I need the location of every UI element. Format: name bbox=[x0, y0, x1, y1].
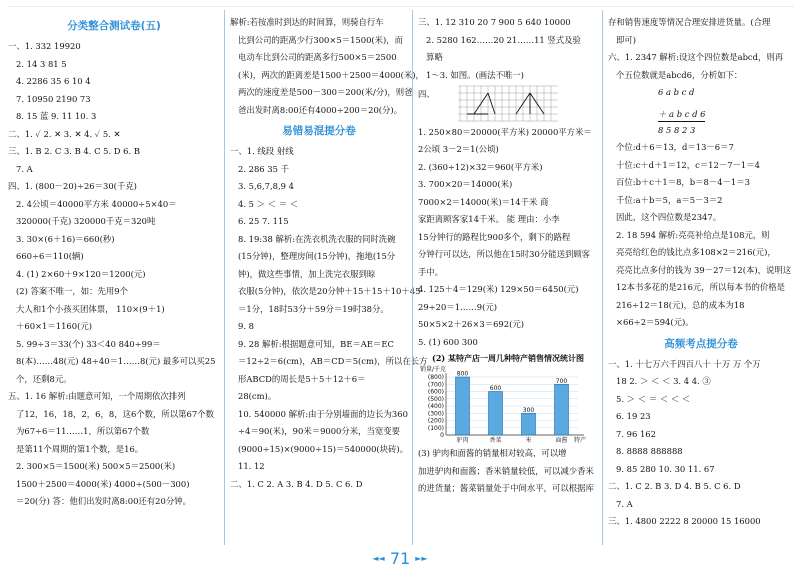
column-2-lines bbox=[230, 143, 428, 493]
answer-line: 6. 19 23 bbox=[616, 411, 651, 421]
grid-drawing-figure bbox=[458, 84, 598, 124]
answer-line: 7. 96 162 bbox=[616, 428, 656, 439]
answer-line: 4. 5 ＞ ＜ ＝ ＜ bbox=[238, 198, 299, 209]
answer-line: 分钟行可以达，所以他在15时30分能送到顾客 bbox=[418, 249, 591, 259]
chart-bar bbox=[489, 392, 503, 436]
answer-line: 7. 10950 2190 73 bbox=[16, 93, 91, 104]
answer-line: 4. 125＋4＝129(米) 129×50＝6450(元) bbox=[418, 284, 579, 294]
chart-y-tick-label: (500) bbox=[427, 395, 444, 403]
answer-line: (15分钟)，整理房间(15分钟)，拖地(15分 bbox=[238, 251, 396, 261]
answer-line: 2. 18 594 解析:亮亮补给点是108元，则 bbox=[616, 229, 770, 240]
answer-line: 四、1. (800－20)÷26＝30(千克) bbox=[8, 181, 137, 191]
answer-line: 一、1. 线段 射线 bbox=[230, 146, 294, 156]
chart-x-axis-label: 特产 bbox=[573, 437, 586, 444]
answer-line: 3. 30×(6＋16)＝660(秒) bbox=[16, 233, 115, 244]
grid-figure-svg bbox=[458, 84, 558, 124]
answer-line: 8. 8888 888888 bbox=[616, 446, 683, 456]
chart-data-label: 300 bbox=[522, 406, 535, 414]
answer-line: 9. 8 bbox=[238, 321, 254, 331]
answer-line: 2. 286 35 千 bbox=[238, 163, 289, 174]
next-arrows-icon: ►► bbox=[415, 554, 428, 563]
chart-data-label: 700 bbox=[555, 377, 568, 385]
chart-y-tick-label: (400) bbox=[427, 403, 444, 410]
answer-line: 4. 2286 35 6 10 4 bbox=[16, 76, 91, 86]
answer-line: 个五位数就是abcd6，分析如下： bbox=[616, 69, 743, 80]
answer-line: (米)，两次的距离差是1500＋2500＝4000(米)， bbox=[238, 69, 424, 80]
answer-line: 2. 4公顷＝40000平方米 40000÷5×40＝ bbox=[16, 198, 177, 209]
chart-y-tick-label: (300) bbox=[427, 410, 444, 418]
answer-line: 3. 5,6,7,8,9 4 bbox=[238, 181, 294, 191]
answer-line: 个位:d＋6＝13，d＝13－6＝7 bbox=[616, 142, 734, 152]
answer-line: (2) 答案不唯一，如：先用9个 bbox=[16, 286, 128, 296]
addition-row-2: ＋ a b c d 6 bbox=[658, 107, 705, 122]
answer-line: 电动车比到公司的距离多行500×5＝2500 bbox=[238, 52, 397, 62]
answer-line: 家距离顾客家14千米。 能 理由：小李 bbox=[418, 214, 560, 224]
answer-line: 5. ＞ ＜ ＝ ＜ ＜ ＜ bbox=[616, 393, 691, 404]
chart-y-tick-label: (200) bbox=[427, 417, 444, 425]
answer-line: 7. A bbox=[16, 163, 33, 174]
answer-line: 2. 5280 162……20 21……11 竖式及验 bbox=[426, 34, 581, 45]
answer-line: 2. 14 3 81 5 bbox=[16, 58, 67, 69]
answer-line: 2. (360÷12)×32＝960(平方米) bbox=[418, 161, 543, 172]
answer-line: 2. 300×5＝1500(米) 500×5＝2500(米) bbox=[16, 461, 176, 471]
answer-line: 比到公司的距离少行300×5＝1500(米)，而 bbox=[238, 34, 404, 45]
answer-line: 2公顷 3－2＝1(公顷) bbox=[418, 144, 499, 154]
answer-line: 爸出发时离8:00还有4000÷200＝20(分)。 bbox=[238, 104, 403, 115]
column-2-top-lines bbox=[230, 14, 424, 119]
answer-line: 18 2. ＞ ＜ ＜ 3. 4 4. ③ bbox=[616, 376, 711, 386]
answer-line: 加进驴肉和面酱；香米销量较低，可以减少香米 bbox=[418, 465, 594, 476]
chart-y-tick-label: (700) bbox=[427, 381, 444, 389]
answer-line: 千位:a＋b＝5，a＝5－3＝2 bbox=[616, 194, 723, 205]
answer-line: 的进货量；酱菜销量处于中间水平，可以根据库 bbox=[418, 483, 594, 493]
answer-line: 百位:b＋c＋1＝8，b＝8－4－1＝3 bbox=[616, 177, 750, 187]
answer-line: (9000÷15)×(9000÷15)＝540000(块砖)。 bbox=[238, 443, 409, 454]
section-title-high-frequency: 高频考点提分卷 bbox=[664, 337, 738, 350]
column-3-bottom-lines bbox=[418, 445, 598, 498]
answer-line: 亮亮给红色的钱比点多108×2＝216(元)， bbox=[616, 247, 776, 257]
column-3 bbox=[418, 14, 598, 544]
answer-line: 5. 99÷3＝33(个) 33＜40 840÷99＝ bbox=[16, 338, 161, 349]
answer-line: 三、1. 12 310 20 7 900 5 640 10000 bbox=[418, 17, 571, 27]
answer-line: 衣服(5分钟)，依次是20分钟＋15＋15＋10＋45 bbox=[238, 286, 421, 296]
answer-line: 二、1. ✓ 2. ✕ 3. ✕ 4. ✓ 5. ✕ bbox=[8, 128, 121, 139]
answer-line: 是第11个周期的第1个数，是16。 bbox=[16, 443, 144, 454]
answer-line: ＋60×1＝1160(元) bbox=[16, 321, 92, 331]
answer-line: 15分钟行的路程比900多个，剩下的路程 bbox=[418, 231, 571, 242]
chart-x-tick-label: 驴肉 bbox=[456, 437, 469, 444]
answer-line: 手中。 bbox=[418, 266, 444, 277]
answer-line: 一、1. 332 19920 bbox=[8, 41, 81, 51]
chart-y-tick-label: (100) bbox=[427, 424, 444, 432]
answer-line: 320000(千克) 320000千克＝320吨 bbox=[16, 216, 156, 226]
chart-y-tick-label: (600) bbox=[427, 388, 444, 396]
answer-line: (3) 驴肉和面酱的销量相对较高，可以增 bbox=[418, 448, 567, 458]
answer-line: ＝1分，18时53分＋59分＝19时38分。 bbox=[238, 303, 389, 314]
answer-line: 660÷6＝110(辆) bbox=[16, 251, 84, 261]
answer-line: ÷4＝90(米)，90米＝9000分米，当宽变要 bbox=[238, 426, 401, 436]
column-4-lines-2 bbox=[608, 356, 794, 531]
answer-line: 算略 bbox=[426, 52, 443, 62]
chart-y-tick-label: 0 bbox=[440, 432, 444, 439]
section-title-classify: 分类整合测试卷(五) bbox=[67, 20, 161, 32]
answer-line: 1. 250×80＝20000(平方米) 20000平方米＝ bbox=[418, 126, 592, 137]
column-2 bbox=[230, 14, 428, 544]
answer-line: 8. 15 蓝 9. 11 10. 3 bbox=[16, 111, 97, 121]
chart-y-tick-label: (800) bbox=[427, 374, 444, 381]
prev-arrows-icon: ◄◄ bbox=[372, 554, 385, 563]
sales-bar-chart bbox=[418, 365, 598, 445]
chart-heading: (2) 某特产店一周几种特产销售情况统计图 bbox=[432, 353, 584, 363]
answer-line: 11. 12 bbox=[238, 461, 265, 471]
answer-line: 三、1. 4800 2222 8 20000 15 16000 bbox=[608, 516, 761, 526]
answer-line: ＝20(分) 答：他们出发时离8:00还有20分钟。 bbox=[16, 496, 191, 506]
addition-row-1: 6 a b c d bbox=[658, 87, 695, 97]
column-3-mid-lines bbox=[418, 124, 598, 352]
answer-line: 二、1. C 2. A 3. B 4. D 5. C 6. D bbox=[230, 478, 363, 489]
answer-line: 1～3. 如图。(画法不唯一) bbox=[426, 69, 524, 80]
answer-line: 一、1. 十七万六千四百八十 十万 万 个万 bbox=[608, 358, 761, 369]
answer-line: 即可) bbox=[616, 34, 637, 45]
addition-row-3: 8 5 8 2 3 bbox=[658, 124, 696, 135]
answer-line: 形ABCD的周长是5＋5＋12＋6＝ bbox=[238, 373, 366, 384]
column-4-lines bbox=[608, 139, 794, 332]
column-divider bbox=[602, 10, 603, 545]
answer-line: 29÷20＝1……9(元) bbox=[418, 301, 498, 312]
chart-data-label: 600 bbox=[489, 385, 502, 392]
question-number-4: 四、 bbox=[418, 89, 435, 99]
answer-line: 50×5×2＋26×3＝692(元) bbox=[418, 319, 524, 329]
answer-line: 8. 19:38 解析:在洗衣机洗衣服的同时洗碗 bbox=[238, 233, 396, 244]
column-3-top-lines bbox=[418, 14, 598, 84]
column-1-lines bbox=[8, 38, 220, 511]
answer-line: 亮亮比点多付的钱为 39－27＝12(本)，说明这 bbox=[616, 264, 792, 275]
answer-line: 9. 85 280 10. 30 11. 67 bbox=[616, 463, 715, 474]
chart-x-tick-label: 面酱 bbox=[555, 437, 568, 444]
answer-line: 3. 700×20＝14000(米) bbox=[418, 179, 513, 189]
answer-line: 十位:c＋d＋1＝12，c＝12－7－1＝4 bbox=[616, 159, 760, 170]
answer-line: 7. A bbox=[616, 498, 633, 509]
chart-bar bbox=[555, 384, 569, 435]
top-rule bbox=[8, 6, 794, 7]
column-1 bbox=[8, 14, 220, 544]
answer-line: 钟)，做这些事情，加上洗完衣服到晾 bbox=[238, 268, 376, 279]
answer-line: 4. (1) 2×60＋9×120＝1200(元) bbox=[16, 268, 146, 279]
answer-line: 为67÷6＝11……1，所以第67个数 bbox=[16, 426, 150, 436]
section-title-error-prone: 易错易混提分卷 bbox=[282, 125, 356, 137]
answer-line: 9. 28 解析:根据题意可知，BE＝AE＝EC bbox=[238, 338, 394, 349]
answer-line: 五、1. 16 解析:由题意可知，一个周期依次排列 bbox=[8, 391, 186, 401]
answer-line: ＝12÷2＝6(cm)，AB＝CD＝5(cm)，所以在长方 bbox=[238, 356, 428, 366]
answer-line: 大人和1个小孩买团体票， 110×(9＋1) bbox=[16, 303, 165, 314]
column-4 bbox=[608, 14, 794, 544]
answer-line: 了12，16，18，2，6，8，这6个数，所以第67个数 bbox=[16, 408, 214, 419]
answer-line: 因此，这个四位数是2347。 bbox=[616, 212, 722, 222]
chart-bar bbox=[522, 413, 536, 435]
answer-line: 7000×2＝14000(米)＝14千米 商 bbox=[418, 196, 549, 207]
answer-line: 六、1. 2347 解析:设这个四位数是abcd，则再 bbox=[608, 52, 784, 62]
answer-line: 6. 25 7. 115 bbox=[238, 216, 289, 226]
column-divider bbox=[412, 10, 413, 545]
answer-line: 三、1. B 2. C 3. B 4. C 5. D 6. B bbox=[8, 146, 140, 156]
vertical-addition bbox=[608, 84, 794, 139]
answer-line: ×66÷2＝594(元)。 bbox=[616, 317, 694, 327]
answer-line: 216÷12＝18(元)，总的成本为18 bbox=[616, 299, 745, 310]
chart-svg bbox=[418, 365, 598, 445]
page-footer bbox=[0, 549, 800, 569]
chart-x-tick-label: 香菜 bbox=[489, 437, 502, 444]
answer-line: 28(cm)。 bbox=[238, 391, 277, 401]
answer-line: 存和销售速度等情况合理安排进货量。(合理 bbox=[608, 17, 771, 27]
answer-line: 二、1. C 2. B 3. D 4. B 5. C 6. D bbox=[608, 481, 741, 491]
answer-line: 12本书多花的是216元，所以每本书的价格是 bbox=[616, 282, 786, 292]
answer-line: 10. 540000 解析:由于分别墙面的边长为360 bbox=[238, 408, 408, 419]
column-4-top-lines bbox=[608, 14, 794, 84]
answer-line: 5. (1) 600 300 bbox=[418, 336, 478, 347]
chart-bar bbox=[456, 377, 470, 435]
column-divider bbox=[224, 10, 225, 545]
chart-data-label: 800 bbox=[456, 370, 469, 378]
answer-line: 个，还剩8元。 bbox=[16, 373, 72, 384]
answer-line: 1500＋2500＝4000(米) 4000÷(500－300) bbox=[16, 478, 190, 489]
answer-line: 两次的速度差是500－300＝200(米/分)，则爸 bbox=[238, 87, 413, 97]
page-number: 71 bbox=[389, 549, 411, 568]
chart-y-axis-label: 销量/千克 bbox=[420, 366, 447, 373]
answer-line: 解析:若按准时到达的时间算，则骑自行车 bbox=[230, 17, 384, 27]
answer-line: 8(本)……48(元) 48÷40＝1……8(元) 最多可以买25 bbox=[16, 356, 216, 366]
chart-x-tick-label: 米 bbox=[525, 437, 532, 444]
